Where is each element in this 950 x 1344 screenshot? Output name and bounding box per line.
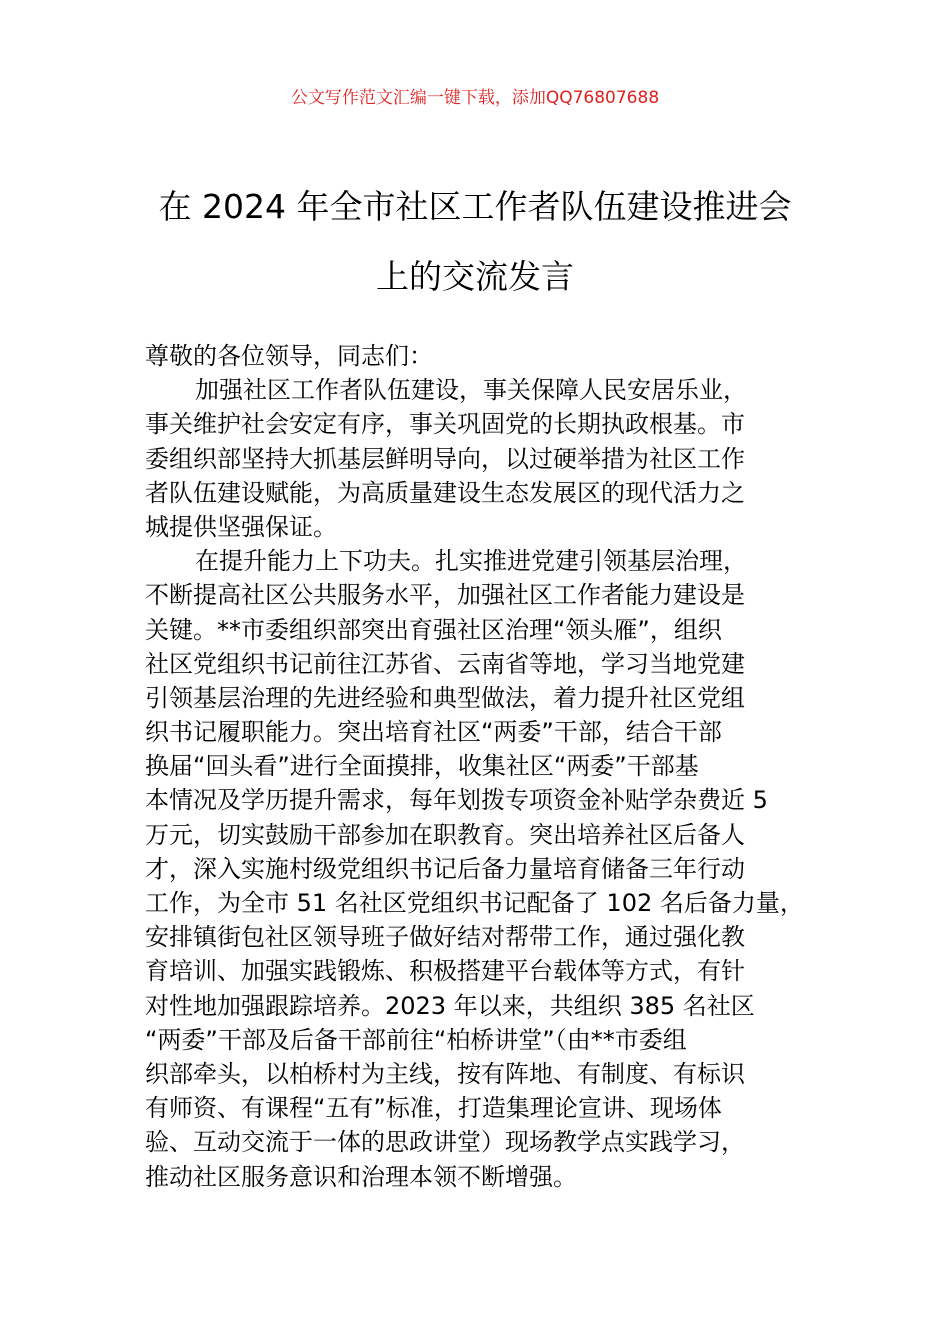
paragraph-line: 育培训、加强实践锻炼、积极搭建平台载体等方式，有针 (145, 957, 745, 986)
paragraph-line: 社区党组织书记前往江苏省、云南省等地，学习当地党建 (145, 649, 745, 678)
paragraph-line: 有师资、有课程“五有”标准，打造集理论宣讲、现场体 (145, 1094, 722, 1123)
paragraph-line: 在提升能力上下功夫。扎实推进党建引领基层治理， (195, 547, 747, 576)
paragraph-line: 对性地加强跟踪培养。2023 年以来，共组织 385 名社区 (145, 991, 755, 1020)
paragraph-line: 织部牵头，以柏桥村为主线，按有阵地、有制度、有标识 (145, 1059, 745, 1088)
paragraph-line: 推动社区服务意识和治理本领不断增强。 (145, 1162, 577, 1191)
paragraph-line: 者队伍建设赋能，为高质量建设生态发展区的现代活力之 (145, 478, 745, 507)
paragraph-line: 才，深入实施村级党组织书记后备力量培育储备三年行动 (145, 854, 745, 883)
paragraph-line: 换届“回头看”进行全面摸排，收集社区“两委”干部基 (145, 752, 699, 781)
paragraph-line: 委组织部坚持大抓基层鲜明导向，以过硬举措为社区工作 (145, 444, 745, 473)
paragraph-line: 城提供坚强保证。 (145, 512, 337, 541)
paragraph-line: 不断提高社区公共服务水平，加强社区工作者能力建设是 (145, 581, 745, 610)
paragraph-line: 万元，切实鼓励干部参加在职教育。突出培养社区后备人 (145, 820, 745, 849)
paragraph-line: “两委”干部及后备干部前往“柏桥讲堂”（由**市委组 (145, 1025, 687, 1054)
paragraph-line: 验、互动交流于一体的思政讲堂）现场教学点实践学习， (145, 1128, 745, 1157)
download-banner: 公文写作范文汇编一键下载，添加QQ76807688 (290, 88, 660, 108)
paragraph-line: 织书记履职能力。突出培育社区“两委”干部，结合干部 (145, 718, 722, 747)
title-line: 上的交流发言 (376, 257, 574, 296)
salutation: 尊敬的各位领导，同志们： (145, 342, 433, 370)
paragraph-line: 事关维护社会安定有序，事关巩固党的长期执政根基。市 (145, 410, 745, 439)
paragraph-line: 关键。**市委组织部突出育强社区治理“领头雁”，组织 (145, 615, 722, 644)
document-title (0, 172, 950, 312)
title-line: 在 2024 年全市社区工作者队伍建设推进会 (158, 187, 792, 226)
paragraph-intro (145, 373, 825, 544)
paragraph-line: 安排镇街包社区领导班子做好结对帮带工作，通过强化教 (145, 923, 745, 952)
paragraph-capability (145, 544, 825, 1194)
paragraph-line: 工作，为全市 51 名社区党组织书记配备了 102 名后备力量， (145, 889, 804, 917)
document-body (145, 339, 825, 1194)
paragraph-line: 加强社区工作者队伍建设，事关保障人民安居乐业， (195, 376, 747, 405)
paragraph-line: 本情况及学历提升需求，每年划拨专项资金补贴学杂费近 5 (145, 786, 768, 815)
paragraph-line: 引领基层治理的先进经验和典型做法，着力提升社区党组 (145, 683, 745, 712)
